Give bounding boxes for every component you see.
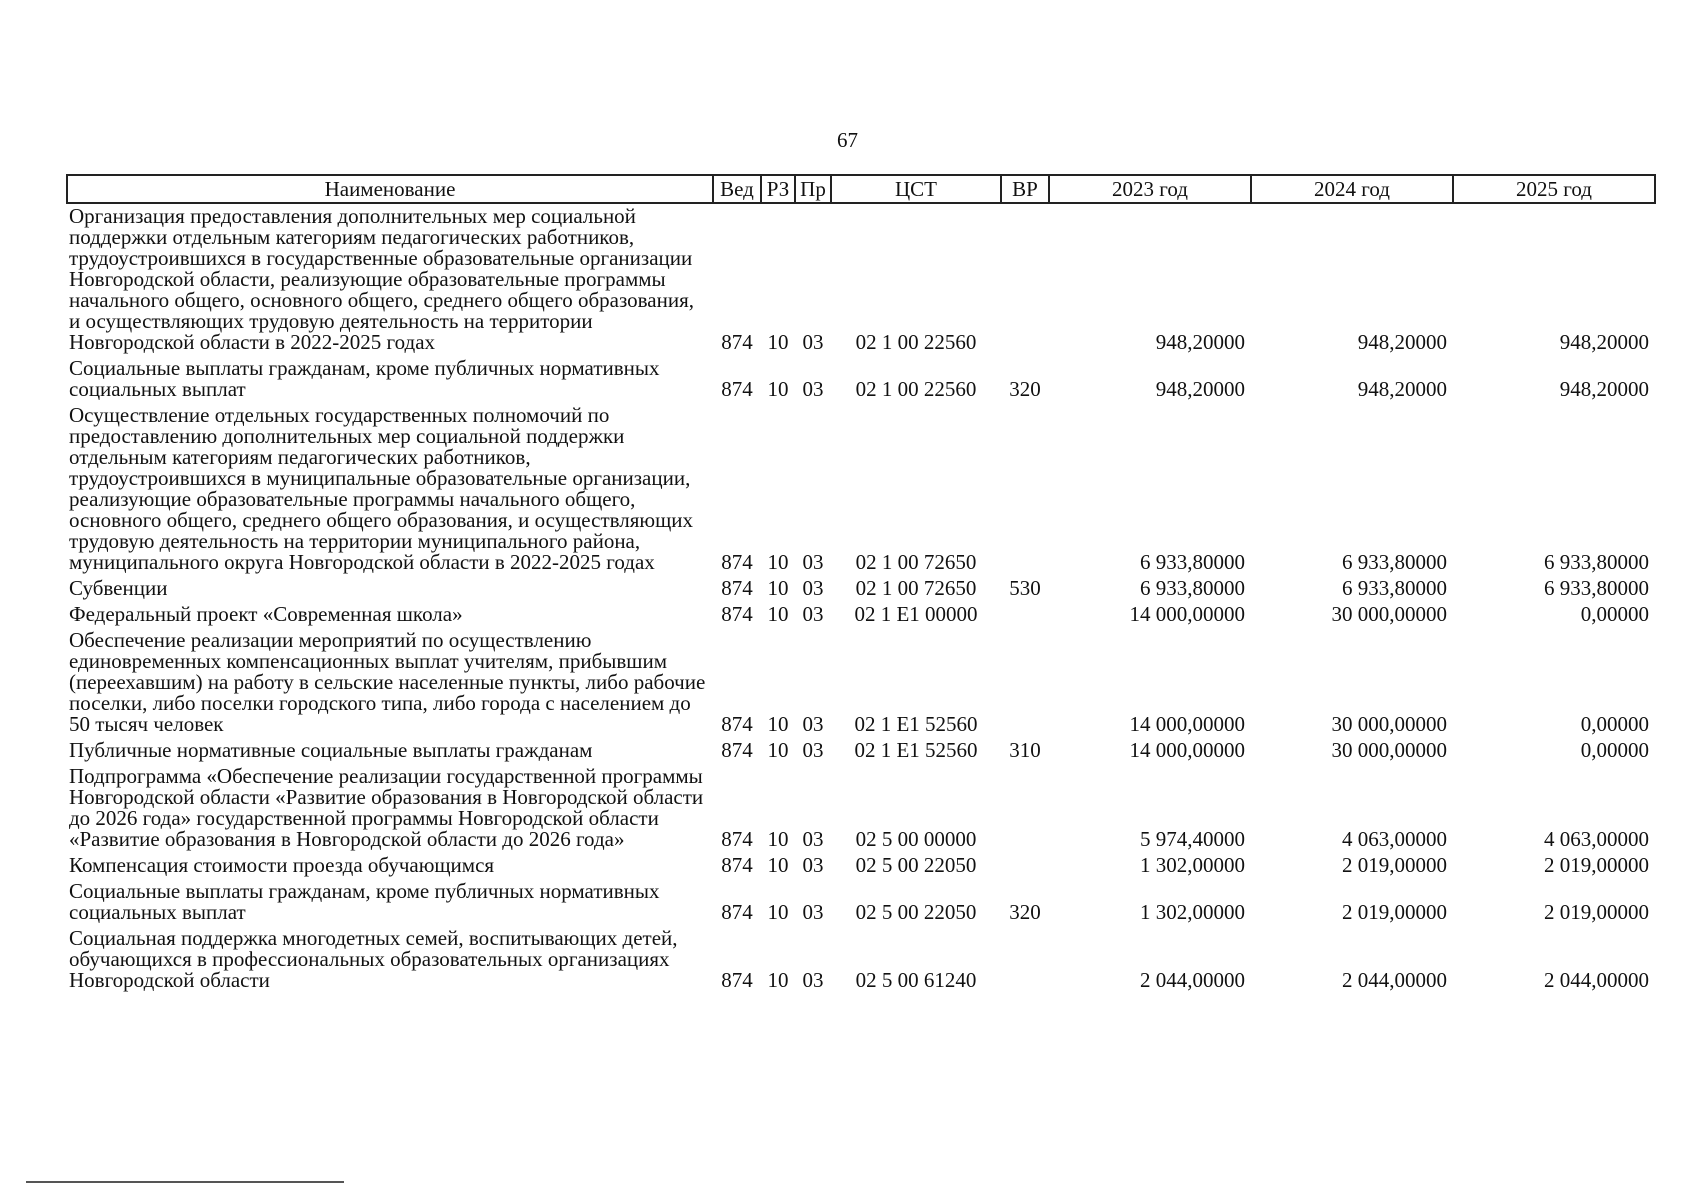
table-body	[67, 203, 1655, 994]
row-rz: 10	[767, 968, 789, 992]
header-rz: РЗ	[761, 175, 795, 203]
row-pr: 03	[802, 738, 824, 762]
row-ved: 874	[721, 900, 753, 924]
row-amount-2024: 948,20000	[1357, 330, 1447, 354]
row-amount-2023: 2 044,00000	[1140, 968, 1245, 992]
row-vr	[1001, 403, 1049, 576]
table-row	[67, 764, 1655, 853]
header-vr: ВР	[1001, 175, 1049, 203]
table-row	[67, 203, 1655, 356]
row-cst: 02 1 00 72650	[855, 550, 977, 574]
row-amount-2023: 1 302,00000	[1140, 853, 1245, 877]
row-amount-2024: 948,20000	[1357, 377, 1447, 401]
row-cst: 02 5 00 00000	[855, 827, 977, 851]
table-row	[67, 926, 1655, 994]
row-name: Субвенции	[69, 576, 168, 600]
header-cst: ЦСТ	[831, 175, 1001, 203]
header-2024: 2024 год	[1251, 175, 1453, 203]
row-name: Федеральный проект «Современная школа»	[69, 602, 463, 626]
row-name: Социальная поддержка многодетных семей, воспитывающих детей, обучающихся в профессиональных образовательных организациях Новгородской области	[69, 926, 678, 992]
row-pr: 03	[802, 827, 824, 851]
row-vr	[1001, 764, 1049, 853]
row-ved: 874	[721, 853, 753, 877]
row-amount-2024: 30 000,00000	[1331, 602, 1447, 626]
row-cst: 02 1 E1 52560	[854, 738, 978, 762]
table-row	[67, 403, 1655, 576]
row-cst: 02 1 00 72650	[855, 576, 977, 600]
row-amount-2025: 6 933,80000	[1544, 550, 1649, 574]
row-ved: 874	[721, 712, 753, 736]
row-pr: 03	[802, 712, 824, 736]
row-amount-2025: 2 019,00000	[1544, 853, 1649, 877]
row-amount-2025: 2 044,00000	[1544, 968, 1649, 992]
row-amount-2025: 0,00000	[1580, 602, 1649, 626]
row-cst: 02 1 E1 00000	[854, 602, 978, 626]
row-amount-2025: 948,20000	[1559, 330, 1649, 354]
row-rz: 10	[767, 576, 789, 600]
row-rz: 10	[767, 550, 789, 574]
row-amount-2025: 948,20000	[1559, 377, 1649, 401]
row-ved: 874	[721, 738, 753, 762]
row-amount-2024: 2 019,00000	[1342, 900, 1447, 924]
row-pr: 03	[802, 968, 824, 992]
row-ved: 874	[721, 576, 753, 600]
row-amount-2023: 6 933,80000	[1140, 550, 1245, 574]
row-amount-2023: 948,20000	[1155, 377, 1245, 401]
row-amount-2025: 2 019,00000	[1544, 900, 1649, 924]
row-cst: 02 5 00 61240	[855, 968, 977, 992]
row-amount-2023: 5 974,40000	[1140, 827, 1245, 851]
row-ved: 874	[721, 827, 753, 851]
row-rz: 10	[767, 738, 789, 762]
row-amount-2024: 30 000,00000	[1331, 712, 1447, 736]
table-row	[67, 879, 1655, 926]
row-ved: 874	[721, 377, 753, 401]
table-row	[67, 576, 1655, 602]
row-amount-2023: 14 000,00000	[1129, 712, 1245, 736]
row-vr	[1001, 203, 1049, 356]
row-name: Осуществление отдельных государственных полномочий по предоставлению дополнительных мер социальной поддержки отдельным категориям педагогических работников, трудоустроившихся в муниципальные образовательные организации, реализующие образовательные программы начального общего, основного общего, среднего общего образования, и осуществляющих трудовую деятельность на территории муниципального района, муниципального округа Новгородской области в 2022-2025 годах	[69, 403, 694, 574]
row-ved: 874	[721, 602, 753, 626]
table-row	[67, 356, 1655, 403]
row-cst: 02 1 00 22560	[855, 330, 977, 354]
row-rz: 10	[767, 712, 789, 736]
budget-table	[66, 174, 1656, 994]
row-amount-2023: 1 302,00000	[1140, 900, 1245, 924]
row-amount-2024: 6 933,80000	[1342, 550, 1447, 574]
row-vr: 320	[1009, 900, 1041, 924]
row-name: Обеспечение реализации мероприятий по осуществлению единовременных компенсационных выплат учителям, прибывшим (переехавшим) на работу в сельские населенные пункты, либо рабочие поселки, либо поселки городского типа, либо города с населением до 50 тысяч человек	[69, 628, 706, 736]
row-cst: 02 5 00 22050	[855, 900, 977, 924]
row-rz: 10	[767, 330, 789, 354]
row-amount-2025: 6 933,80000	[1544, 576, 1649, 600]
row-pr: 03	[802, 900, 824, 924]
footer-rule	[26, 1181, 344, 1183]
table-header	[67, 175, 1655, 203]
row-cst: 02 5 00 22050	[855, 853, 977, 877]
row-amount-2024: 2 044,00000	[1342, 968, 1447, 992]
row-rz: 10	[767, 827, 789, 851]
row-vr	[1001, 628, 1049, 738]
row-name: Организация предоставления дополнительных мер социальной поддержки отдельным категориям педагогических работников, трудоустроившихся в государственные образовательные организации Новгородской области, реализующие образовательные программы начального общего, основного общего, среднего общего образования, и осуществляющих трудовую деятельность на территории Новгородской области в 2022-2025 годах	[69, 204, 695, 354]
row-vr: 530	[1009, 576, 1041, 600]
row-pr: 03	[802, 576, 824, 600]
row-amount-2024: 2 019,00000	[1342, 853, 1447, 877]
row-cst: 02 1 E1 52560	[854, 712, 978, 736]
row-vr: 310	[1009, 738, 1041, 762]
row-amount-2024: 4 063,00000	[1342, 827, 1447, 851]
row-name: Компенсация стоимости проезда обучающимся	[69, 853, 495, 877]
row-amount-2023: 6 933,80000	[1140, 576, 1245, 600]
row-pr: 03	[802, 602, 824, 626]
row-ved: 874	[721, 550, 753, 574]
row-pr: 03	[802, 853, 824, 877]
row-ved: 874	[721, 968, 753, 992]
row-amount-2025: 4 063,00000	[1544, 827, 1649, 851]
row-amount-2025: 0,00000	[1580, 712, 1649, 736]
row-vr	[1001, 926, 1049, 994]
header-row	[67, 175, 1655, 203]
header-ved: Вед	[713, 175, 761, 203]
row-name: Публичные нормативные социальные выплаты гражданам	[69, 738, 593, 762]
row-amount-2024: 6 933,80000	[1342, 576, 1447, 600]
table-row	[67, 628, 1655, 738]
row-vr: 320	[1009, 377, 1041, 401]
table-row	[67, 602, 1655, 628]
row-pr: 03	[802, 330, 824, 354]
row-pr: 03	[802, 550, 824, 574]
row-name: Социальные выплаты гражданам, кроме публичных нормативных социальных выплат	[69, 879, 660, 924]
row-ved: 874	[721, 330, 753, 354]
row-rz: 10	[767, 853, 789, 877]
row-amount-2025: 0,00000	[1580, 738, 1649, 762]
row-rz: 10	[767, 377, 789, 401]
header-name: Наименование	[67, 175, 713, 203]
row-pr: 03	[802, 377, 824, 401]
row-vr	[1001, 602, 1049, 628]
row-amount-2023: 14 000,00000	[1129, 738, 1245, 762]
row-rz: 10	[767, 602, 789, 626]
row-name: Социальные выплаты гражданам, кроме публичных нормативных социальных выплат	[69, 356, 660, 401]
header-pr: Пр	[795, 175, 831, 203]
row-amount-2023: 14 000,00000	[1129, 602, 1245, 626]
page-number: 67	[837, 128, 858, 152]
row-cst: 02 1 00 22560	[855, 377, 977, 401]
row-amount-2023: 948,20000	[1155, 330, 1245, 354]
header-2023: 2023 год	[1049, 175, 1251, 203]
table-row	[67, 738, 1655, 764]
row-vr	[1001, 853, 1049, 879]
table-row	[67, 853, 1655, 879]
row-name: Подпрограмма «Обеспечение реализации государственной программы Новгородской области «Развитие образования в Новгородской области до 2026 года» государственной программы Новгородской области «Развитие образования в Новгородской области до 2026 года»	[69, 764, 704, 851]
row-rz: 10	[767, 900, 789, 924]
header-2025: 2025 год	[1453, 175, 1655, 203]
row-amount-2024: 30 000,00000	[1331, 738, 1447, 762]
